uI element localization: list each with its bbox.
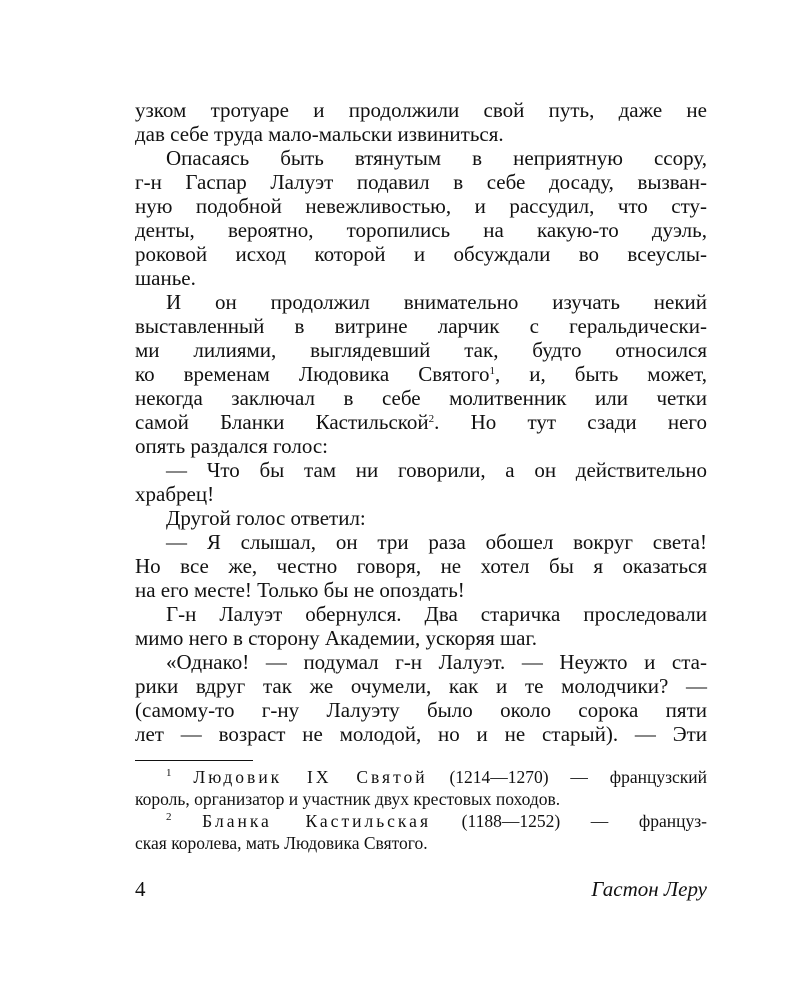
footnote-text: (1214—1270) — французский (427, 767, 708, 787)
text-line: Но все же, честно говоря, не хотел бы я оказаться (135, 554, 707, 578)
footnote-1-cont: король, организатор и участник двух крестовых походов. (135, 789, 561, 809)
text-line (135, 362, 707, 386)
text-line: «Однако! — подумал г-н Лалуэт. — Неужто и ста- (166, 650, 707, 674)
text-line: мимо него в сторону Академии, ускоряя шаг. (135, 626, 537, 650)
text-line: узком тротуаре и продолжили свой путь, даже не (135, 98, 707, 122)
page-number: 4 (135, 877, 146, 901)
text-segment: ко временам Людовика Святого (135, 362, 490, 386)
footnote-text: (1188—1252) — француз- (431, 811, 707, 831)
footnote-divider (135, 760, 253, 761)
text-line (135, 410, 707, 434)
text-line: денты, вероятно, торопились на какую-то дуэль, (135, 218, 707, 242)
dialogue-line: — Я слышал, он три раза обошел вокруг света! (166, 530, 707, 554)
text-line: опять раздался голос: (135, 434, 329, 458)
text-line: храбрец! (135, 482, 215, 506)
text-line: шанье. (135, 266, 196, 290)
text-line: Опасаясь быть втянутым в неприятную ссору, (166, 146, 707, 170)
text-line: ми лилиями, выглядевший так, будто относился (135, 338, 707, 362)
text-line: выставленный в витрине ларчик с геральдически- (135, 314, 707, 338)
text-line: некогда заключал в себе молитвенник или четки (135, 386, 707, 410)
footnote-2 (135, 810, 707, 832)
text-line: лет — возраст не молодой, но и не старый). — Эти (135, 722, 707, 746)
footnote-marker: 1 (489, 365, 496, 377)
text-line: ную подобной невежливостью, и рассудил, что сту- (135, 194, 707, 218)
text-segment: . Но тут сзади него (434, 410, 707, 434)
text-segment: самой Бланки Кастильской (135, 410, 429, 434)
footnote-number: 1 (166, 767, 172, 779)
text-line: Другой голос ответил: (166, 506, 366, 530)
text-line: (самому-то г-ну Лалуэту было около сорока пяти (135, 698, 707, 722)
text-line: на его месте! Только бы не опоздать! (135, 578, 465, 602)
footnote-term: Людовик IX Святой (193, 767, 428, 787)
footnote-number: 2 (166, 811, 172, 823)
footnote-2-cont: ская королева, мать Людовика Святого. (135, 833, 428, 853)
running-author: Гастон Леру (591, 877, 707, 901)
footnote-term: Бланка Кастильская (202, 811, 431, 831)
dialogue-line: — Что бы там ни говорили, а он действительно (166, 458, 707, 482)
page-body (135, 98, 707, 854)
text-line: дав себе труда мало-мальски извиниться. (135, 122, 504, 146)
text-line: Г-н Лалуэт обернулся. Два старичка проследовали (166, 602, 707, 626)
footnote-marker: 2 (428, 413, 435, 425)
text-line: г-н Гаспар Лалуэт подавил в себе досаду, вызван- (135, 170, 707, 194)
text-segment: , и, быть может, (495, 362, 707, 386)
text-line: И он продолжил внимательно изучать некий (166, 290, 707, 314)
text-line: роковой исход которой и обсуждали во всеуслы- (135, 242, 707, 266)
footnote-1 (135, 766, 707, 788)
text-line: рики вдруг так же очумели, как и те молодчики? — (135, 674, 707, 698)
